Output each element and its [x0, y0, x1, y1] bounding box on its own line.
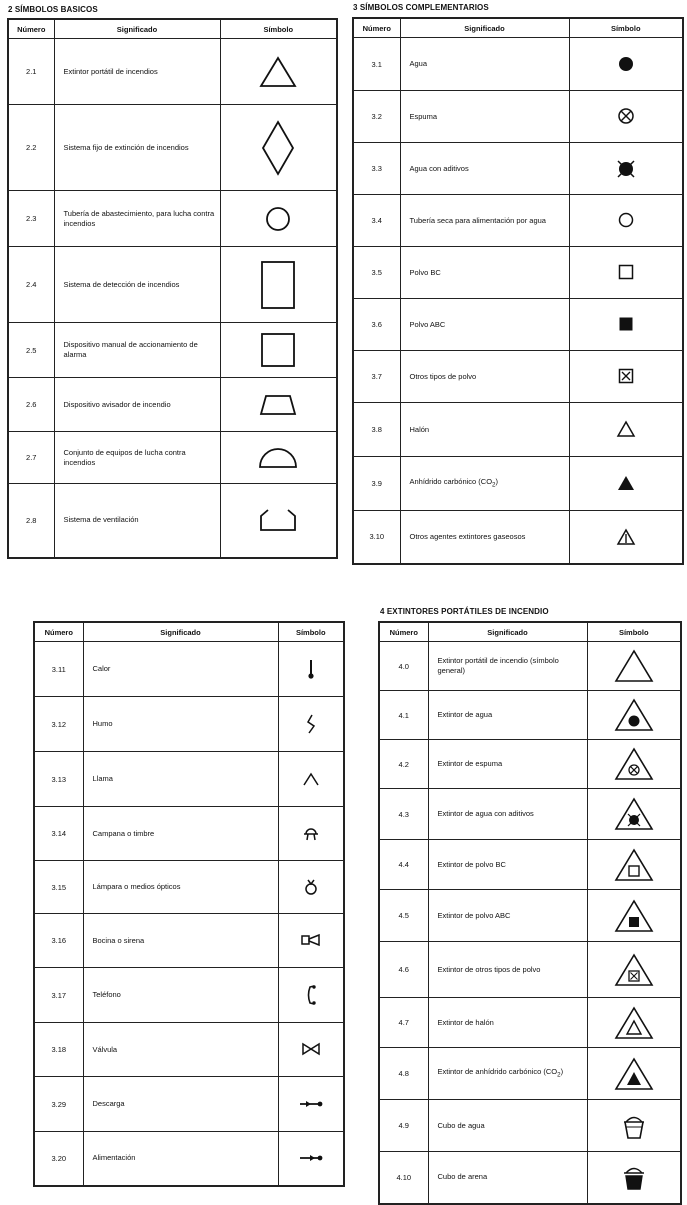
row-meaning-text: Otros agentes extintores gaseosos [409, 531, 526, 541]
row-meaning-text: Espuma [409, 111, 438, 121]
table-row [353, 351, 683, 403]
row-meaning [400, 91, 569, 143]
ext-other-powder-icon [614, 961, 654, 978]
table-row [379, 998, 681, 1048]
section-title-complementary: 3 SÍMBOLOS COMPLEMENTARIOS [353, 3, 489, 12]
row-meaning [400, 403, 569, 457]
row-symbol [587, 1100, 681, 1152]
lamp-icon [304, 878, 318, 895]
row-number: 4.4 [379, 840, 428, 890]
row-number: 3.4 [353, 195, 400, 247]
row-symbol [278, 1023, 344, 1077]
table-row [8, 191, 337, 247]
row-symbol [569, 91, 683, 143]
row-meaning-text: Válvula [92, 1044, 118, 1054]
table-row [34, 697, 344, 752]
row-meaning [54, 191, 220, 247]
row-number: 4.10 [379, 1152, 428, 1204]
row-symbol [278, 861, 344, 914]
flame-icon [302, 770, 320, 787]
row-symbol [220, 484, 337, 558]
triangle-mark-icon [616, 528, 636, 545]
row-meaning [54, 39, 220, 105]
row-symbol [587, 642, 681, 691]
row-symbol [220, 191, 337, 247]
row-meaning-text: Sistema de ventilación [63, 515, 139, 525]
row-symbol [587, 740, 681, 789]
small-circle-outline-icon [617, 212, 635, 229]
section-title-portable-extinguishers: 4 EXTINTORES PORTÁTILES DE INCENDIO [380, 607, 549, 616]
row-number: 3.20 [34, 1132, 83, 1186]
row-symbol [587, 890, 681, 942]
row-meaning-text: Cubo de arena [437, 1172, 488, 1182]
table-row [379, 789, 681, 840]
row-number: 3.11 [34, 642, 83, 697]
row-number: 2.4 [8, 247, 54, 323]
filled-circle-x-icon [616, 160, 636, 177]
row-meaning-text: Agua [409, 59, 428, 68]
header-number: Número [8, 19, 54, 39]
row-meaning-subscript: 2 [492, 481, 496, 489]
row-meaning-text: Halón [409, 424, 430, 434]
row-meaning-text: Anhídrido carbónico (CO [409, 476, 493, 486]
row-meaning [428, 642, 587, 691]
row-meaning-text: Cubo de agua [437, 1120, 485, 1130]
table-row [353, 457, 683, 511]
table-row [379, 890, 681, 942]
row-meaning [54, 247, 220, 323]
row-symbol [278, 914, 344, 968]
ext-water-icon [614, 706, 654, 723]
row-meaning-text: Extintor portátil de incendio (símbolo general) [437, 656, 559, 675]
row-meaning-text: Alimentación [92, 1153, 136, 1163]
row-meaning [400, 195, 569, 247]
row-number: 4.2 [379, 740, 428, 789]
row-symbol [220, 323, 337, 378]
row-meaning [54, 378, 220, 432]
ext-powder-abc-icon [614, 907, 654, 924]
table-row [353, 38, 683, 91]
row-symbol [278, 1077, 344, 1132]
header-number: Número [379, 622, 428, 642]
row-meaning-text: Conjunto de equipos de lucha contra incendios [63, 447, 186, 467]
row-meaning-text: Descarga [92, 1099, 125, 1108]
row-number: 3.3 [353, 143, 400, 195]
table-row [353, 511, 683, 564]
row-number: 2.7 [8, 432, 54, 484]
row-meaning [428, 789, 587, 840]
ext-halon-icon [614, 1014, 654, 1031]
row-number: 2.8 [8, 484, 54, 558]
row-symbol [587, 840, 681, 890]
row-number: 4.1 [379, 691, 428, 740]
table-row [379, 1100, 681, 1152]
row-number: 3.14 [34, 807, 83, 861]
row-number: 4.3 [379, 789, 428, 840]
row-number: 4.0 [379, 642, 428, 691]
row-number: 3.5 [353, 247, 400, 299]
row-number: 2.5 [8, 323, 54, 378]
row-meaning-text: Extintor de espuma [437, 759, 503, 768]
complementary-symbols-table [352, 17, 684, 565]
row-symbol [220, 247, 337, 323]
row-symbol [569, 195, 683, 247]
row-meaning-text: Extintor de halón [437, 1017, 494, 1027]
row-meaning [54, 432, 220, 484]
ext-water-additive-icon [614, 805, 654, 822]
discharge-icon [298, 1095, 324, 1112]
row-symbol [278, 697, 344, 752]
ext-triangle-icon [614, 657, 654, 674]
row-meaning-text: Dispositivo manual de accionamiento de alarma [63, 340, 198, 359]
row-number: 4.9 [379, 1100, 428, 1152]
row-meaning-text: Campana o timbre [92, 828, 155, 838]
row-meaning-text: Sistema de detección de incendios [63, 279, 180, 289]
circle-outline-icon [264, 210, 292, 227]
row-number: 4.5 [379, 890, 428, 942]
row-meaning [83, 1077, 278, 1132]
row-meaning-text: Extintor de agua con aditivos [437, 809, 534, 818]
row-meaning-text: Lámpara o medios ópticos [92, 882, 181, 891]
row-symbol [220, 432, 337, 484]
row-meaning-tail: ) [495, 476, 499, 486]
circle-x-icon [617, 108, 635, 125]
table-row [34, 752, 344, 807]
row-meaning-text: Extintor de anhídrido carbónico (CO [437, 1066, 558, 1076]
row-meaning-tail: ) [560, 1066, 564, 1076]
table-row [353, 195, 683, 247]
row-meaning-text: Agua con aditivos [409, 163, 469, 173]
table-row [8, 105, 337, 191]
row-meaning-text: Calor [92, 664, 111, 673]
table-row [353, 247, 683, 299]
smoke-icon [305, 715, 317, 732]
row-number: 3.1 [353, 38, 400, 91]
table-row [8, 484, 337, 558]
row-meaning [83, 807, 278, 861]
bell-icon [302, 825, 320, 842]
section-title-basic: 2 SÍMBOLOS BASICOS [8, 5, 98, 14]
header-meaning: Significado [400, 18, 569, 38]
table-row [353, 299, 683, 351]
row-meaning [83, 1023, 278, 1077]
table-row [34, 807, 344, 861]
square-x-icon [617, 368, 635, 385]
row-number: 4.7 [379, 998, 428, 1048]
row-symbol [587, 998, 681, 1048]
row-meaning [83, 642, 278, 697]
row-symbol [278, 642, 344, 697]
thermometer-icon [305, 660, 317, 677]
square-outline-icon [259, 341, 297, 358]
row-meaning-text: Bocina o sirena [92, 935, 145, 945]
trapezoid-icon [258, 396, 298, 413]
row-meaning-text: Humo [92, 719, 113, 728]
row-number: 3.2 [353, 91, 400, 143]
table-row [34, 968, 344, 1023]
row-symbol [569, 247, 683, 299]
ventilation-icon [258, 511, 298, 528]
row-number: 3.9 [353, 457, 400, 511]
row-number: 3.16 [34, 914, 83, 968]
half-circle-icon [257, 449, 299, 466]
row-number: 3.8 [353, 403, 400, 457]
row-meaning [54, 323, 220, 378]
basic-symbols-table [7, 18, 338, 559]
row-meaning [428, 1048, 587, 1100]
portable-extinguishers-table [378, 621, 682, 1205]
row-number: 2.1 [8, 39, 54, 105]
row-meaning-text: Extintor de agua [437, 710, 493, 719]
table-row [379, 1152, 681, 1204]
row-meaning [428, 840, 587, 890]
filled-circle-icon [617, 55, 635, 72]
telephone-icon [304, 986, 318, 1003]
row-meaning-text: Otros tipos de polvo [409, 371, 477, 381]
row-symbol [220, 378, 337, 432]
ext-co2-icon [614, 1065, 654, 1082]
header-meaning: Significado [83, 622, 278, 642]
header-symbol: Símbolo [220, 19, 337, 39]
table-row [379, 740, 681, 789]
row-number: 3.17 [34, 968, 83, 1023]
row-meaning [428, 1100, 587, 1152]
table-row [379, 691, 681, 740]
row-meaning [428, 1152, 587, 1204]
row-symbol [587, 1048, 681, 1100]
row-meaning-text: Polvo BC [409, 267, 441, 277]
row-meaning-text: Extintor de polvo BC [437, 859, 506, 869]
row-meaning [400, 247, 569, 299]
row-meaning [400, 143, 569, 195]
table-row [34, 1132, 344, 1186]
row-meaning-text: Tubería seca para alimentación por agua [409, 215, 546, 225]
row-meaning [83, 1132, 278, 1186]
row-meaning-text: Tubería de abastecimiento, para lucha contra incendios [63, 208, 215, 228]
row-number: 4.8 [379, 1048, 428, 1100]
row-meaning-text: Extintor de polvo ABC [437, 910, 511, 920]
row-symbol [569, 403, 683, 457]
row-symbol [587, 942, 681, 998]
table-row [353, 143, 683, 195]
row-meaning [428, 942, 587, 998]
row-meaning-text: Teléfono [92, 990, 121, 999]
table-header-row [34, 622, 344, 642]
row-number: 2.6 [8, 378, 54, 432]
row-number: 3.10 [353, 511, 400, 564]
row-symbol [220, 39, 337, 105]
row-symbol [278, 752, 344, 807]
row-number: 2.3 [8, 191, 54, 247]
table-row [353, 91, 683, 143]
header-symbol: Símbolo [587, 622, 681, 642]
row-number: 3.15 [34, 861, 83, 914]
row-meaning-text: Sistema fijo de extinción de incendios [63, 142, 189, 152]
valve-icon [301, 1041, 321, 1058]
row-symbol [569, 38, 683, 91]
table-row [8, 39, 337, 105]
small-square-outline-icon [617, 264, 635, 281]
row-number: 3.13 [34, 752, 83, 807]
header-number: Número [34, 622, 83, 642]
row-number: 3.12 [34, 697, 83, 752]
table-row [379, 840, 681, 890]
header-meaning: Significado [54, 19, 220, 39]
horn-icon [300, 932, 322, 949]
row-symbol [278, 1132, 344, 1186]
table-row [34, 861, 344, 914]
table-row [8, 378, 337, 432]
ext-foam-icon [614, 755, 654, 772]
row-meaning [428, 740, 587, 789]
row-meaning [400, 457, 569, 511]
row-meaning [83, 752, 278, 807]
table-row [379, 942, 681, 998]
row-symbol [569, 299, 683, 351]
header-symbol: Símbolo [569, 18, 683, 38]
row-meaning [428, 998, 587, 1048]
row-meaning [428, 890, 587, 942]
header-meaning: Significado [428, 622, 587, 642]
row-meaning [54, 105, 220, 191]
table-header-row [379, 622, 681, 642]
complementary-symbols-table-continued [33, 621, 345, 1187]
header-symbol: Símbolo [278, 622, 344, 642]
table-row [34, 642, 344, 697]
row-symbol [278, 968, 344, 1023]
row-symbol [220, 105, 337, 191]
row-meaning [400, 511, 569, 564]
row-meaning-text: Llama [92, 774, 113, 783]
table-row [8, 323, 337, 378]
row-number: 2.2 [8, 105, 54, 191]
table-row [379, 642, 681, 691]
row-meaning-text: Extintor de otros tipos de polvo [437, 964, 541, 974]
table-row [34, 1077, 344, 1132]
row-number: 4.6 [379, 942, 428, 998]
table-row [34, 1023, 344, 1077]
row-number: 3.18 [34, 1023, 83, 1077]
small-triangle-outline-icon [616, 421, 636, 438]
diamond-outline-icon [261, 139, 295, 156]
row-symbol [278, 807, 344, 861]
row-number: 3.7 [353, 351, 400, 403]
row-meaning [54, 484, 220, 558]
water-bucket-icon [622, 1117, 646, 1134]
row-meaning [83, 914, 278, 968]
row-meaning-subscript: 2 [557, 1071, 561, 1079]
table-header-row [353, 18, 683, 38]
supply-icon [298, 1149, 324, 1166]
tall-rectangle-icon [259, 276, 297, 293]
row-meaning [400, 38, 569, 91]
row-symbol [587, 1152, 681, 1204]
table-row [353, 403, 683, 457]
table-row [8, 247, 337, 323]
row-meaning [83, 861, 278, 914]
table-row [34, 914, 344, 968]
row-number: 3.6 [353, 299, 400, 351]
row-symbol [587, 789, 681, 840]
row-meaning-text: Extintor portátil de incendios [63, 66, 158, 76]
row-meaning [83, 968, 278, 1023]
row-symbol [569, 511, 683, 564]
row-meaning [428, 691, 587, 740]
row-meaning-text: Dispositivo avisador de incendio [63, 399, 171, 409]
row-meaning [400, 351, 569, 403]
row-symbol [587, 691, 681, 740]
row-symbol [569, 351, 683, 403]
filled-triangle-icon [616, 475, 636, 492]
table-row [379, 1048, 681, 1100]
table-row [8, 432, 337, 484]
triangle-outline-icon [259, 63, 297, 80]
row-meaning [83, 697, 278, 752]
sand-bucket-icon [622, 1168, 646, 1185]
row-symbol [569, 143, 683, 195]
row-meaning-text: Polvo ABC [409, 319, 446, 329]
row-meaning [400, 299, 569, 351]
table-header-row [8, 19, 337, 39]
ext-powder-bc-icon [614, 856, 654, 873]
row-number: 3.29 [34, 1077, 83, 1132]
row-symbol [569, 457, 683, 511]
header-number: Número [353, 18, 400, 38]
filled-square-icon [617, 316, 635, 333]
